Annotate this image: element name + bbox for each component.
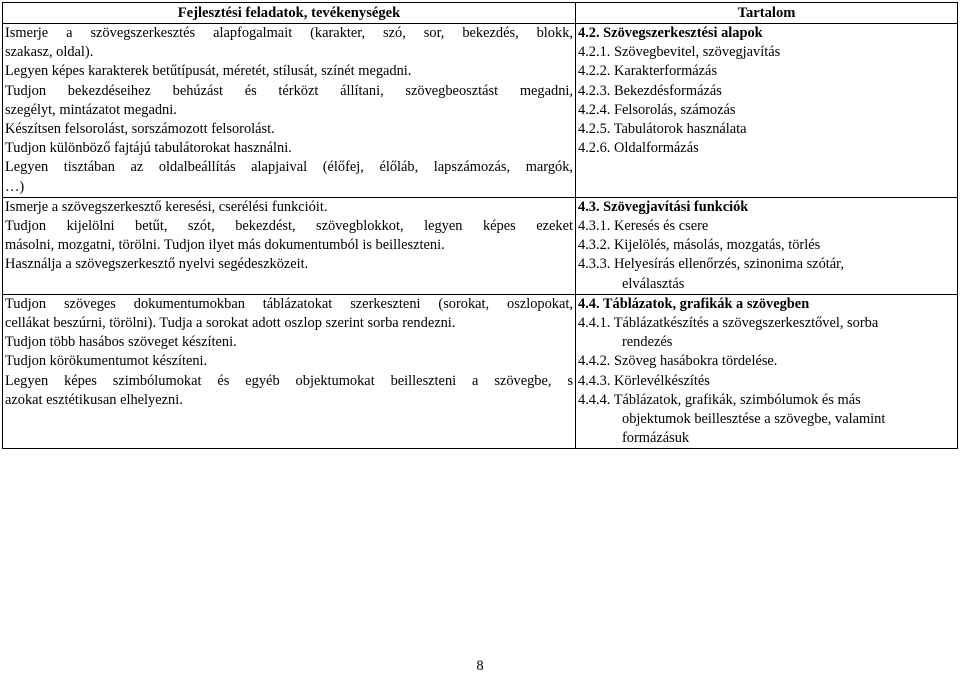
task-line: Tudjon több hasábos szöveget készíteni. <box>5 334 237 351</box>
tasks-cell <box>3 197 576 294</box>
task-line: szegélyt, mintázatot megadni. <box>5 101 177 118</box>
task-line: másolni, mozgatni, törölni. Tudjon ilyet más dokumentumból is beilleszteni. <box>5 237 445 254</box>
tasks-cell <box>3 294 576 449</box>
content-cell <box>576 197 958 294</box>
content-item: 4.2.3. Bekezdésformázás <box>578 82 722 99</box>
table-row <box>3 294 958 449</box>
content-item: 4.3.1. Keresés és csere <box>578 218 709 235</box>
content-item: 4.4.4. Táblázatok, grafikák, szimbólumok és más <box>578 391 861 408</box>
content-item: 4.4.3. Körlevélkészítés <box>578 372 710 389</box>
curriculum-table <box>2 2 958 449</box>
table-row <box>3 24 958 198</box>
table-row <box>3 197 958 294</box>
task-line: Legyen képes szimbólumokat és egyéb objektumokat beilleszteni a szövegbe, s <box>5 372 573 389</box>
content-item: 4.2.1. Szövegbevitel, szövegjavítás <box>578 44 781 61</box>
task-line: Ismerje a szövegszerkesztés alapfogalmait (karakter, szó, sor, bekezdés, blokk, <box>5 25 573 41</box>
task-line: Tudjon bekezdéseihez behúzást és térközt állítani, szövegbeosztást megadni, <box>5 82 573 99</box>
task-line: Tudjon különböző fajtájú tabulátorokat használni. <box>5 140 292 157</box>
task-line: Legyen képes karakterek betűtípusát, méretét, stílusát, színét megadni. <box>5 63 412 80</box>
task-line: azokat esztétikusan elhelyezni. <box>5 391 183 408</box>
task-line: cellákat beszúrni, törölni). Tudja a sorokat adott oszlop szerint sorba rendezni. <box>5 315 456 332</box>
content-item: elválasztás <box>622 275 685 292</box>
content-item: 4.3.3. Helyesírás ellenőrzés, szinonima szótár, <box>578 256 844 273</box>
content-item: 4.4.2. Szöveg hasábokra tördelése. <box>578 353 778 370</box>
task-line: Használja a szövegszerkesztő nyelvi segédeszközeit. <box>5 256 309 273</box>
content-item: 4.4.1. Táblázatkészítés a szövegszerkesztővel, sorba <box>578 315 879 332</box>
content-item: 4.2.6. Oldalformázás <box>578 140 699 157</box>
content-item: rendezés <box>622 334 673 351</box>
task-line: Ismerje a szövegszerkesztő keresési, cserélési funkcióit. <box>5 198 328 215</box>
content-item: formázásuk <box>622 430 690 447</box>
header-row <box>3 3 958 24</box>
header-content: Tartalom <box>576 3 958 24</box>
task-line: Készítsen felsorolást, sorszámozott felsorolást. <box>5 121 275 138</box>
task-line: …) <box>5 178 25 195</box>
task-line: Tudjon körökumentumot készíteni. <box>5 353 208 370</box>
section-heading: 4.2. Szövegszerkesztési alapok <box>578 25 763 41</box>
section-heading: 4.3. Szövegjavítási funkciók <box>578 198 749 215</box>
header-tasks: Fejlesztési feladatok, tevékenységek <box>3 3 576 24</box>
content-cell <box>576 24 958 198</box>
content-cell <box>576 294 958 449</box>
content-item: 4.2.5. Tabulátorok használata <box>578 121 747 138</box>
content-item: 4.2.2. Karakterformázás <box>578 63 718 80</box>
task-line: szakasz, oldal). <box>5 44 94 61</box>
content-item: 4.3.2. Kijelölés, másolás, mozgatás, törlés <box>578 237 821 254</box>
tasks-cell <box>3 24 576 198</box>
section-heading: 4.4. Táblázatok, grafikák a szövegben <box>578 295 810 312</box>
content-item: 4.2.4. Felsorolás, számozás <box>578 101 736 118</box>
task-line: Legyen tisztában az oldalbeállítás alapjaival (élőfej, élőláb, lapszámozás, margók, <box>5 159 573 176</box>
content-item: objektumok beillesztése a szövegbe, valamint <box>622 411 886 428</box>
task-line: Tudjon szöveges dokumentumokban táblázatokat szerkeszteni (sorokat, oszlopokat, <box>5 295 573 312</box>
page-number: 8 <box>476 658 484 674</box>
task-line: Tudjon kijelölni betűt, szót, bekezdést, szövegblokkot, legyen képes ezeket <box>5 218 573 235</box>
